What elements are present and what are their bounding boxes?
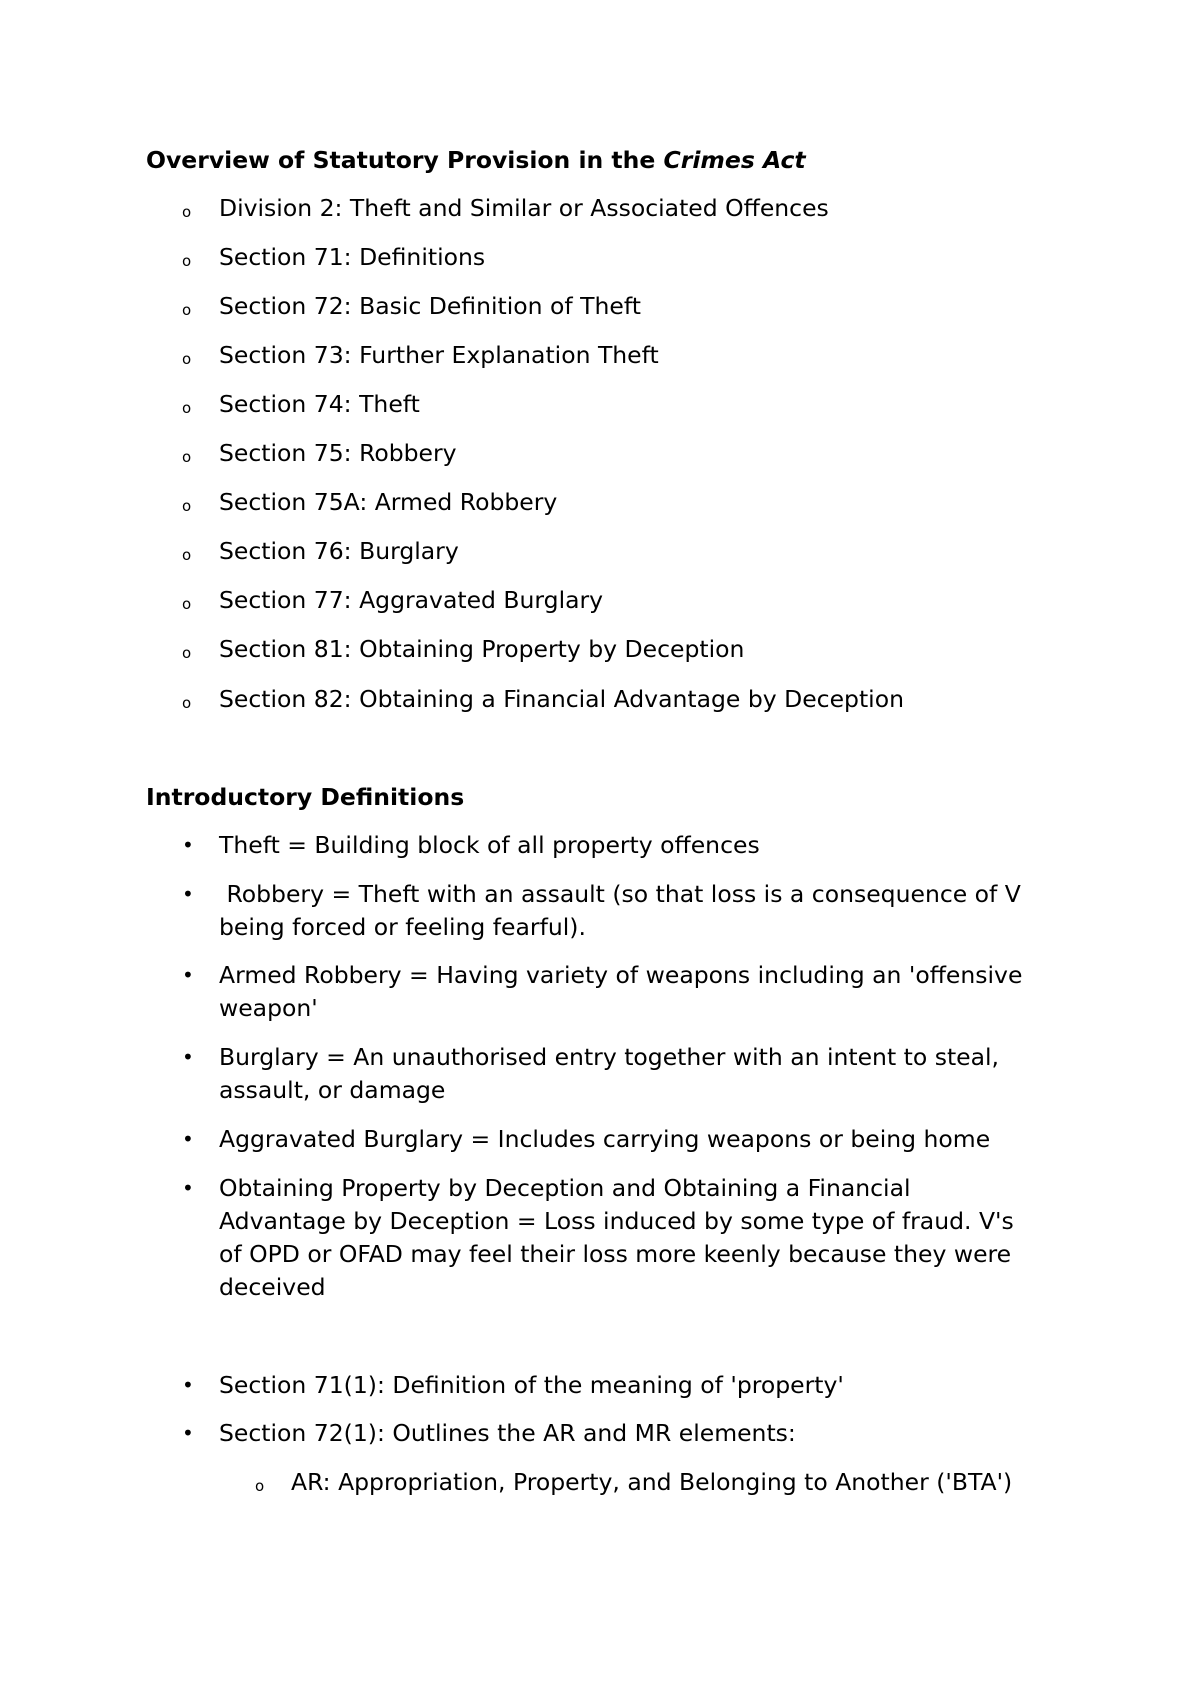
list-item-text: Section 75: Robbery bbox=[219, 439, 457, 467]
bullet-marker: o bbox=[182, 252, 192, 270]
bullet-marker: • bbox=[182, 1421, 194, 1445]
bullet-marker: • bbox=[182, 1373, 194, 1397]
list-item-text: Section 75A: Armed Robbery bbox=[219, 488, 558, 516]
list-item-text-cont: Advantage by Deception = Loss induced by some type of fraud. V's bbox=[219, 1207, 1014, 1235]
bullet-marker: o bbox=[182, 546, 192, 564]
list-item-text: Aggravated Burglary = Includes carrying weapons or being home bbox=[219, 1125, 991, 1153]
list-item-text-cont: deceived bbox=[219, 1273, 326, 1301]
list-item-text-cont: being forced or feeling fearful). bbox=[219, 913, 586, 941]
list-item-text: Theft = Building block of all property offences bbox=[219, 831, 760, 859]
bullet-marker: • bbox=[182, 1045, 194, 1069]
list-item-text-cont: weapon' bbox=[219, 994, 318, 1022]
list-item-text: Section 82: Obtaining a Financial Advantage by Deception bbox=[219, 685, 904, 713]
list-item-text: Division 2: Theft and Similar or Associated Offences bbox=[219, 194, 829, 222]
bullet-marker: o bbox=[182, 644, 192, 662]
introductory-heading: Introductory Definitions bbox=[146, 783, 465, 811]
bullet-marker: o bbox=[182, 301, 192, 319]
bullet-marker: o bbox=[255, 1477, 265, 1495]
bullet-marker: o bbox=[182, 448, 192, 466]
list-item-text: Burglary = An unauthorised entry together with an intent to steal, bbox=[219, 1043, 1000, 1071]
list-item-text-cont: assault, or damage bbox=[219, 1076, 446, 1104]
bullet-marker: • bbox=[182, 833, 194, 857]
list-item-text: Armed Robbery = Having variety of weapons including an 'offensive bbox=[219, 961, 1023, 989]
list-item-text: Section 73: Further Explanation Theft bbox=[219, 341, 659, 369]
list-item-text: Section 74: Theft bbox=[219, 390, 420, 418]
list-item-text: Section 77: Aggravated Burglary bbox=[219, 586, 604, 614]
bullet-marker: • bbox=[182, 1127, 194, 1151]
bullet-marker: o bbox=[182, 497, 192, 515]
list-item-text: Obtaining Property by Deception and Obtaining a Financial bbox=[219, 1174, 911, 1202]
overview-heading bbox=[146, 145, 806, 175]
list-item-text: Section 72: Basic Definition of Theft bbox=[219, 292, 641, 320]
overview-heading-text: Overview of Statutory Provision in the bbox=[146, 146, 664, 174]
list-item-text: Section 76: Burglary bbox=[219, 537, 459, 565]
sub-list-item-text: AR: Appropriation, Property, and Belonging to Another ('BTA') bbox=[291, 1468, 1013, 1496]
bullet-marker: o bbox=[182, 694, 192, 712]
bullet-marker: o bbox=[182, 203, 192, 221]
list-item-text: Section 71(1): Definition of the meaning of 'property' bbox=[219, 1371, 844, 1399]
bullet-marker: • bbox=[182, 1176, 194, 1200]
bullet-marker: o bbox=[182, 350, 192, 368]
bullet-marker: o bbox=[182, 399, 192, 417]
list-item-text: Section 71: Definitions bbox=[219, 243, 486, 271]
bullet-marker: • bbox=[182, 963, 194, 987]
list-item-text: Robbery = Theft with an assault (so that loss is a consequence of V bbox=[219, 880, 1021, 908]
list-item-text: Section 81: Obtaining Property by Deception bbox=[219, 635, 745, 663]
list-item-text-cont: of OPD or OFAD may feel their loss more keenly because they were bbox=[219, 1240, 1012, 1268]
bullet-marker: • bbox=[182, 882, 194, 906]
bullet-marker: o bbox=[182, 595, 192, 613]
list-item-text: Section 72(1): Outlines the AR and MR elements: bbox=[219, 1419, 796, 1447]
overview-heading-italic: Crimes Act bbox=[663, 146, 806, 174]
